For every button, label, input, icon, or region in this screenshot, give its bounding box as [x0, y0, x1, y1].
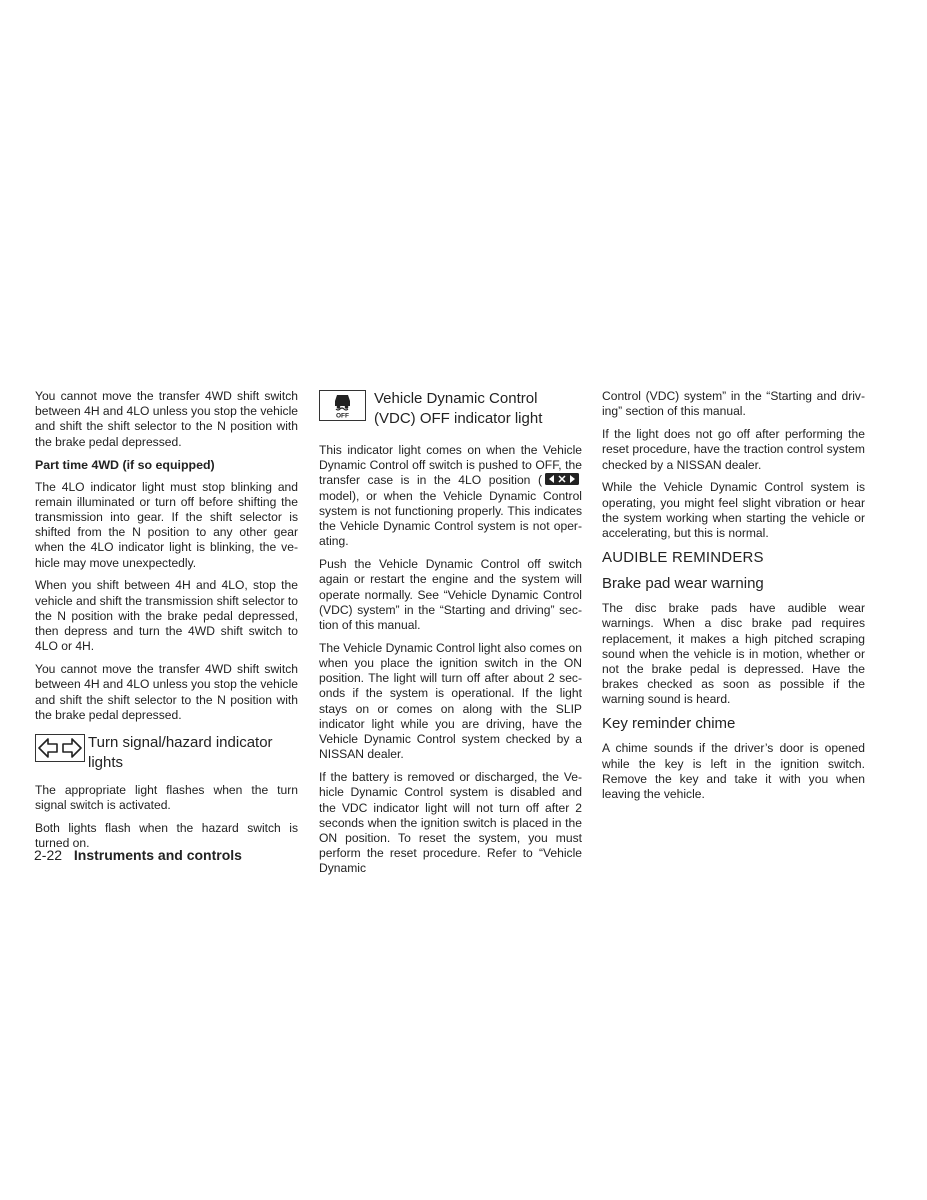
vdc-indicator-paragraph — [319, 443, 582, 549]
brake-pad-heading: Brake pad wear warning — [602, 575, 764, 593]
vdc-restart-paragraph: Push the Vehicle Dynamic Control off switch again or restart the engine and the system will operate normally. See “Vehicle Dynamic Control (VDC) system” in the “Starting and driving” section of this manual. — [319, 557, 582, 632]
part-time-4wd-heading: Part time 4WD (if so equipped) — [35, 457, 215, 472]
key-reminder-paragraph: A chime sounds if the driver’s door is opened while the key is left in the ignition switch. Remove the key and take it with you when leaving the vehicle. — [602, 741, 865, 801]
vdc-section-heading — [319, 389, 582, 429]
shift-procedure-paragraph: When you shift between 4H and 4LO, stop the vehicle and shift the transmission shift selector to the N position with the brake pedal depressed, then depress and turn the 4WD shift switch to 4LO or 4H. — [35, 578, 298, 654]
turn-signal-arrows-icon — [35, 734, 85, 762]
vdc-battery-paragraph: If the battery is removed or discharged, the Vehicle Dynamic Control system is disabled and the VDC indicator light will not turn off after 2 seconds when the ignition switch is placed in the ON position. To reset the system, you must perform the reset procedure. Refer to “Vehicle Dynamic — [319, 770, 582, 876]
4x4-badge-icon — [545, 473, 579, 485]
vdc-vibration-paragraph: While the Vehicle Dynamic Control system is operating, you might feel slight vibration or hear the system working when starting the vehicle or accelerating, but this is normal. — [602, 480, 865, 540]
right-column — [602, 389, 865, 810]
section-title: Instruments and controls — [73, 847, 242, 863]
4lo-blinking-paragraph: The 4LO indicator light must stop blinking and remain illuminated or turn off before shifting the transmission into gear. If the shift selector is shifted from the N position to any other gear when the 4LO indicator light is blinking, the vehicle may move unexpectedly. — [35, 479, 298, 570]
vdc-indicator-text-a: This indicator light comes on when the Vehicle Dynamic Control off switch is pushed to OFF, the transfer case is in the 4LO position ( — [319, 443, 582, 488]
vdc-heading-text: Vehicle Dynamic Control (VDC) OFF indicator light — [374, 390, 543, 427]
middle-column — [319, 389, 582, 884]
vdc-off-icon — [319, 390, 366, 421]
turn-signal-paragraph: The appropriate light flashes when the turn signal switch is activated. — [35, 782, 298, 813]
reset-failure-paragraph: If the light does not go off after performing the reset procedure, have the traction control system checked by a NISSAN dealer. — [602, 427, 865, 472]
left-column — [35, 389, 298, 859]
hazard-paragraph: Both lights flash when the hazard switch is turned on. — [35, 821, 298, 851]
key-reminder-heading: Key reminder chime — [602, 715, 736, 733]
brake-pad-paragraph: The disc brake pads have audible wear warnings. When a disc brake pad requires replacement, it makes a high pitched scraping sound when the vehicle is in motion, whether or not the brake pedal is depressed. Have the brakes checked as soon as possible if the warning sound is heard. — [602, 601, 865, 707]
vdc-continued-paragraph: Control (VDC) system” in the “Starting and driving” section of this manual. — [602, 389, 865, 419]
page-number: 2-22 — [34, 847, 63, 863]
transfer-switch-repeat-paragraph: You cannot move the transfer 4WD shift switch between 4H and 4LO unless you stop the vehicle and shift the shift selector to the N position with the brake pedal depressed. — [35, 662, 298, 722]
turn-signal-heading-text: Turn signal/hazard indicator lights — [88, 733, 273, 771]
vdc-ignition-paragraph: The Vehicle Dynamic Control light also comes on when you place the ignition switch in the ON position. The light will turn off after about 2 seconds if the system is operational. If the light stays on or comes on along with the SLIP indicator light while you are driving, have the Vehicle Dynamic Control system checked by a NISSAN dealer. — [319, 640, 582, 762]
page-footer — [34, 847, 242, 863]
vdc-indicator-text-b: model), or when the Vehicle Dynamic Control system is not functioning properly. This indicates the Vehicle Dynamic Control system is not operating. — [319, 488, 582, 549]
audible-reminders-heading: AUDIBLE REMINDERS — [602, 549, 764, 567]
turn-signal-section-heading — [35, 733, 298, 773]
vdc-off-icon-label: OFF — [336, 412, 349, 420]
transfer-switch-paragraph: You cannot move the transfer 4WD shift switch between 4H and 4LO unless you stop the vehicle and shift the shift selector to the N position with the brake pedal depressed. — [35, 389, 298, 449]
